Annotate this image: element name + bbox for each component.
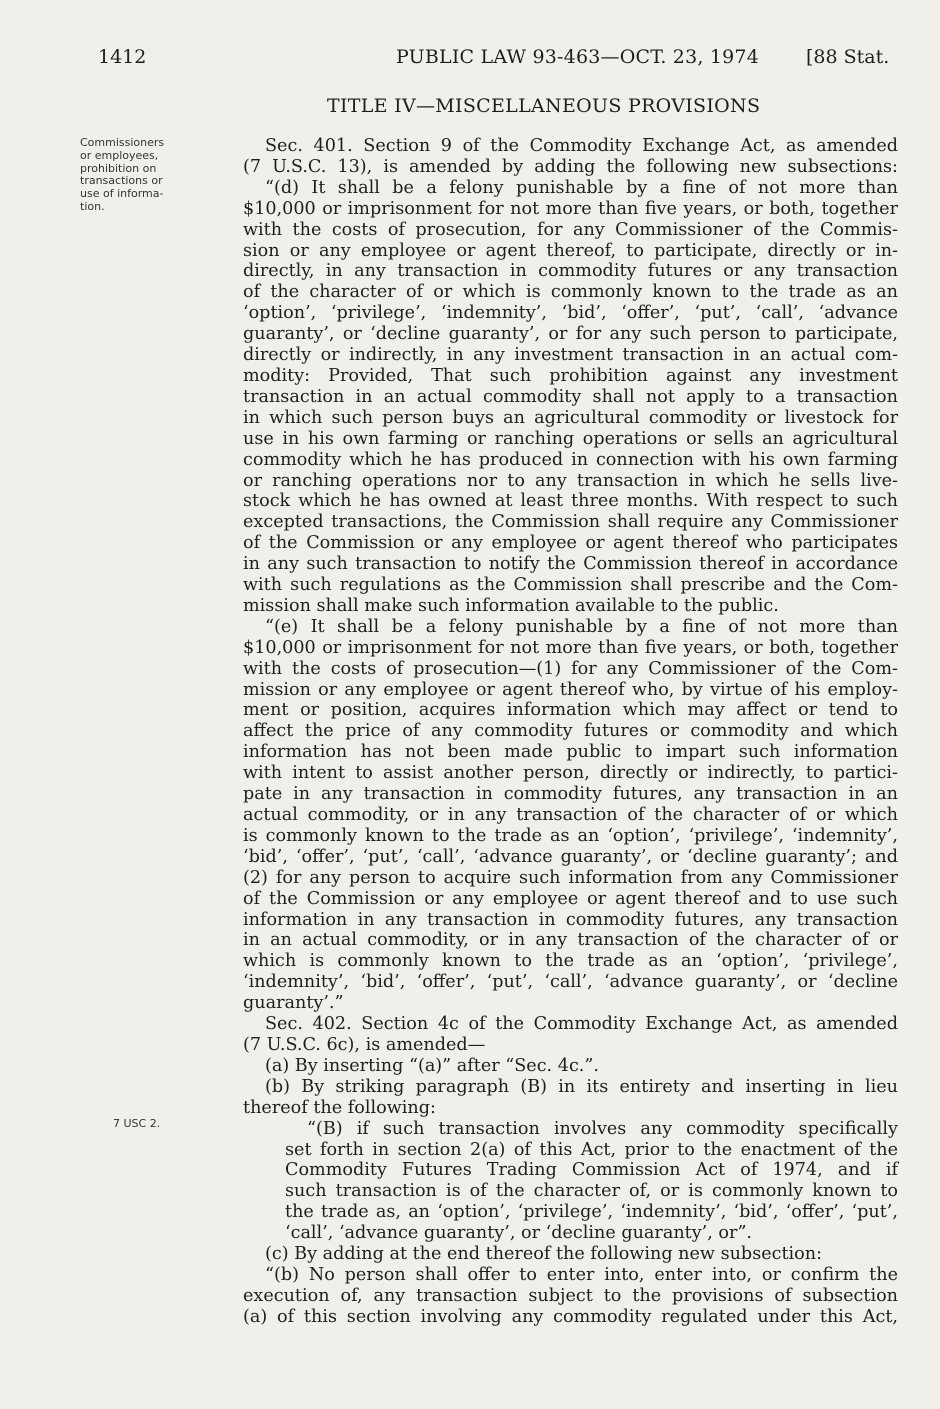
text-line: modity: Provided, That such prohibition against any investment bbox=[243, 365, 898, 386]
body-text bbox=[243, 136, 898, 1328]
text-line: with intent to assist another person, directly or indirectly, to partici- bbox=[243, 763, 898, 784]
page-header bbox=[0, 46, 940, 80]
text-line: pate in any transaction in commodity futures, any transaction in an bbox=[243, 784, 898, 805]
text-line: (7 U.S.C. 6c), is amended— bbox=[243, 1034, 486, 1055]
text-line-section-401: Sec. 401. Section 9 of the Commodity Exchange Act, as amended bbox=[265, 136, 898, 156]
text-line: information in any transaction in commodity futures, any transaction bbox=[243, 909, 898, 930]
text-line: (2) for any person to acquire such information from any Commissioner bbox=[243, 867, 898, 888]
margin-note-line: 7 USC 2. bbox=[113, 1117, 161, 1130]
text-line: in any such transaction to notify the Commission thereof in accordance bbox=[243, 554, 898, 575]
text-line: transaction in an actual commodity shall not apply to a transaction bbox=[243, 386, 898, 407]
text-line: directly or indirectly, in any investment transaction in an actual com- bbox=[243, 345, 898, 366]
statute-reference: [88 Stat. bbox=[806, 46, 890, 68]
text-line: sion or any employee or agent thereof, to participate, directly or in- bbox=[243, 240, 898, 261]
text-line: actual commodity, or in any transaction of the character of or which bbox=[243, 805, 898, 825]
text-line: ‘indemnity’, ‘bid’, ‘offer’, ‘put’, ‘call’, ‘advance guaranty’, or ‘decline bbox=[243, 972, 898, 993]
text-line: $10,000 or imprisonment for not more than five years, or both, together bbox=[243, 637, 898, 658]
text-line: with the costs of prosecution—(1) for any Commissioner of the Com- bbox=[243, 658, 898, 679]
text-line: is commonly known to the trade as an ‘option’, ‘privilege’, ‘indemnity’, bbox=[243, 825, 898, 846]
text-line: (7 U.S.C. 13), is amended by adding the following new subsections: bbox=[243, 156, 898, 177]
text-line: such transaction is of the character of, or is commonly known to bbox=[285, 1181, 898, 1202]
text-line: of the Commission or any employee or agent thereof who participates bbox=[243, 533, 898, 554]
text-line: the trade as, an ‘option’, ‘privilege’, ‘indemnity’, ‘bid’, ‘offer’, ‘put’, bbox=[285, 1202, 898, 1223]
margin-note-line: use of informa- bbox=[80, 187, 164, 201]
text-line: with such regulations as the Commission shall prescribe and the Com- bbox=[243, 575, 898, 596]
text-line: excepted transactions, the Commission shall require any Commissioner bbox=[243, 512, 898, 533]
text-line-clause-b: (b) By striking paragraph (B) in its entirety and inserting in lieu bbox=[265, 1076, 898, 1097]
text-line: set forth in section 2(a) of this Act, prior to the enactment of the bbox=[285, 1139, 898, 1160]
text-line-clause-c: (c) By adding at the end thereof the following new subsection: bbox=[265, 1244, 823, 1265]
text-line: ‘bid’, ‘offer’, ‘put’, ‘call’, ‘advance guaranty’, or ‘decline guaranty’; and bbox=[243, 846, 898, 867]
text-line: ment or position, acquires information which may affect or tend to bbox=[243, 700, 898, 721]
text-line-subsection-d: “(d) It shall be a felony punishable by a fine of not more than bbox=[265, 177, 898, 198]
running-title: PUBLIC LAW 93-463—OCT. 23, 1974 bbox=[396, 46, 760, 68]
text-line-paragraph-B: “(B) if such transaction involves any commodity specifically bbox=[307, 1118, 898, 1139]
margin-note-line: transactions or bbox=[80, 174, 163, 188]
margin-note-line: prohibition on bbox=[80, 161, 157, 175]
text-line: guaranty’, or ‘decline guaranty’, or for any such person to participate, bbox=[243, 324, 898, 345]
text-line: ‘option’, ‘privilege’, ‘indemnity’, ‘bid’, ‘offer’, ‘put’, ‘call’, ‘advance bbox=[243, 303, 898, 324]
text-line: mission shall make such information available to the public. bbox=[243, 595, 779, 616]
text-line: or ranching operations nor to any transaction in which he sells live- bbox=[243, 470, 898, 491]
text-line: in an actual commodity, or in any transaction of the character of or bbox=[243, 930, 898, 951]
text-line: information has not been made public to impart such information bbox=[243, 742, 898, 763]
text-line: Commodity Futures Trading Commission Act of 1974, and if bbox=[285, 1160, 898, 1181]
margin-note-line: Commissioners bbox=[80, 136, 165, 149]
text-line: mission or any employee or agent thereof who, by virtue of his employ- bbox=[243, 679, 898, 700]
text-line: thereof the following: bbox=[243, 1097, 436, 1118]
text-line-new-subsection-b: “(b) No person shall offer to enter into, enter into, or confirm the bbox=[265, 1264, 898, 1285]
text-line: in which such person buys an agricultural commodity or livestock for bbox=[243, 407, 898, 428]
text-line-clause-a: (a) By inserting “(a)” after “Sec. 4c.”. bbox=[265, 1055, 599, 1076]
text-line: (a) of this section involving any commodity regulated under this Act, bbox=[243, 1306, 898, 1327]
text-line: stock which he has owned at least three months. With respect to such bbox=[243, 491, 898, 512]
margin-note-line: tion. bbox=[80, 199, 105, 213]
text-line: execution of, any transaction subject to the provisions of subsection bbox=[243, 1285, 898, 1306]
text-line: of the Commission or any employee or agent thereof and to use such bbox=[243, 888, 898, 909]
text-line-subsection-e: “(e) It shall be a felony punishable by a fine of not more than bbox=[265, 616, 898, 637]
text-line-section-402: Sec. 402. Section 4c of the Commodity Exchange Act, as amended bbox=[265, 1014, 898, 1035]
text-line: of the character of or which is commonly known to the trade as an bbox=[243, 282, 898, 303]
margin-note bbox=[80, 137, 230, 214]
page-number: 1412 bbox=[98, 46, 147, 68]
text-line: directly, in any transaction in commodity futures or any transaction bbox=[243, 261, 898, 282]
text-line: commodity which he has produced in connection with his own farming bbox=[243, 449, 898, 470]
text-line: $10,000 or imprisonment for not more than five years, or both, together bbox=[243, 198, 898, 219]
text-line: ‘call’, ‘advance guaranty’, or ‘decline guaranty’, or”. bbox=[285, 1223, 753, 1244]
text-line: guaranty’.” bbox=[243, 993, 344, 1014]
margin-note-citation bbox=[113, 1118, 263, 1131]
title-heading: TITLE IV—MISCELLANEOUS PROVISIONS bbox=[327, 95, 761, 117]
margin-note-line: or employees, bbox=[80, 148, 159, 162]
text-line: use in his own farming or ranching operations or sells an agricultural bbox=[243, 428, 898, 449]
text-line: which is commonly known to the trade as an ‘option’, ‘privilege’, bbox=[243, 951, 898, 972]
text-line: with the costs of prosecution, for any Commissioner of the Commis- bbox=[243, 219, 898, 240]
text-line: affect the price of any commodity futures or commodity and which bbox=[243, 721, 898, 742]
